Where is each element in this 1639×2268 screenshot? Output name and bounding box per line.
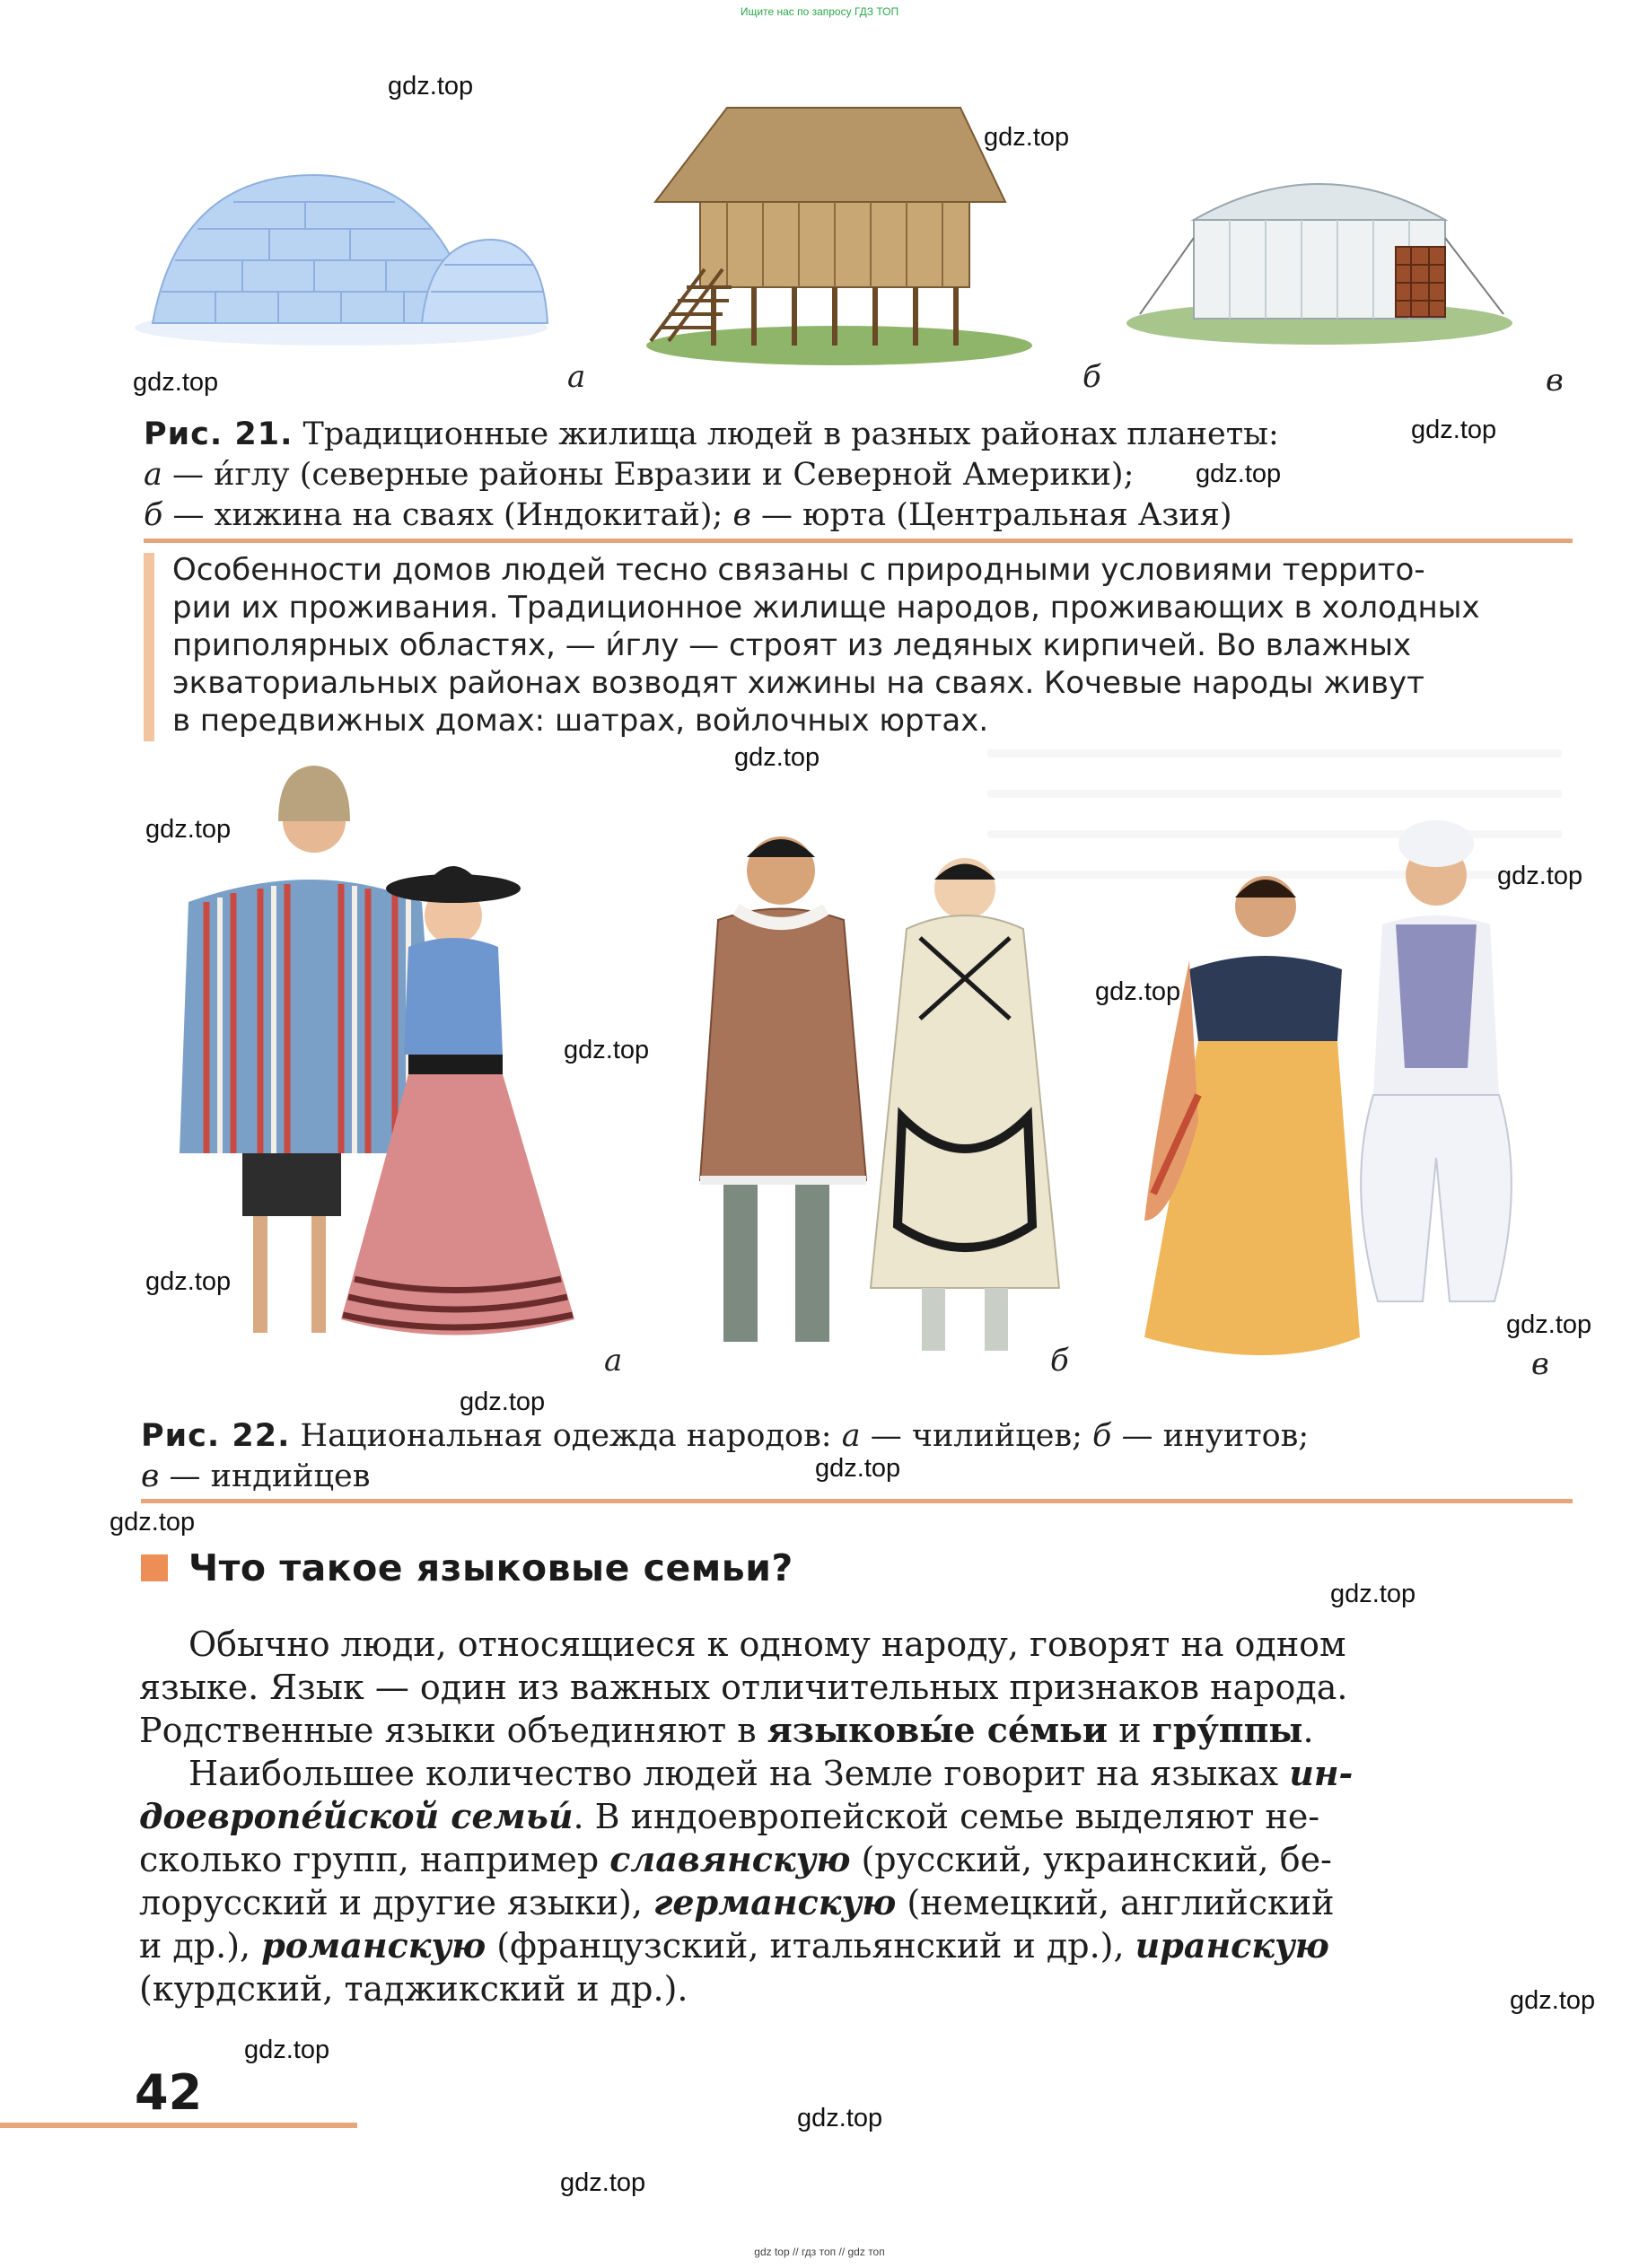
fig21-label-b: б <box>1082 359 1101 395</box>
p1-line: Обычно люди, относящиеся к одному народу, говорят на одном <box>188 1624 1346 1664</box>
watermark: gdz.top <box>388 72 474 101</box>
info-box-line: Особенности домов людей тесно связаны с природными условиями террито- <box>172 552 1425 588</box>
watermark: gdz.top <box>984 123 1070 152</box>
info-box-line: экваториальных районах возводят хижины на сваях. Кочевые народы живут <box>172 665 1424 701</box>
page-number-rule <box>0 2123 357 2128</box>
fig21-caption <box>144 415 1580 536</box>
watermark: gdz.top <box>145 815 232 844</box>
info-box <box>172 551 1573 740</box>
fig21-caption-line1: Рис. 21. Традиционные жилища людей в разных районах планеты: <box>144 416 1279 452</box>
p2-line: (курдский, таджикский и др.). <box>139 1969 688 2009</box>
watermark: gdz.top <box>797 2104 883 2132</box>
p2-line: и др.), романскую (французский, итальянский и др.), иранскую <box>139 1925 1329 1966</box>
watermark: gdz.top <box>1506 1310 1592 1339</box>
term-iranian: иранскую <box>1135 1925 1329 1966</box>
indian-couple-illustration <box>1135 799 1557 1382</box>
p2-line: Наибольшее количество людей на Земле говорит на языках ин- <box>188 1753 1354 1793</box>
info-box-line: рии их проживания. Традиционное жилище народов, проживающих в холодных <box>172 590 1480 626</box>
p1-line: языке. Язык — один из важных отличительных признаков народа. <box>139 1668 1348 1707</box>
term-germanic: германскую <box>653 1882 897 1922</box>
fig22-label-b: б <box>1050 1343 1069 1379</box>
bleed-through-line <box>987 790 1562 798</box>
section-heading-marker <box>141 1554 168 1581</box>
watermark: gdz.top <box>815 1454 901 1483</box>
p2-line: лорусский и другие языки), германскую (немецкий, английский <box>139 1882 1335 1922</box>
watermark: gdz.top <box>734 743 820 772</box>
fig22-label-a: а <box>604 1343 623 1379</box>
igloo-illustration <box>135 157 557 346</box>
term-slavic: славянскую <box>609 1839 851 1879</box>
watermark: gdz.top <box>145 1267 232 1296</box>
term-indo-european: доевропе́йской семьи́ <box>139 1796 574 1836</box>
info-box-bar <box>144 553 154 741</box>
watermark: gdz.top <box>1196 460 1282 488</box>
watermark: gdz.top <box>1411 416 1497 444</box>
fig22-label-v: в <box>1531 1346 1549 1382</box>
fig21-label-v: в <box>1546 363 1564 398</box>
info-box-line: приполярных областях, — и́глу — строят из ледяных кирпичей. Во влажных <box>172 627 1412 663</box>
page-number: 42 <box>135 2064 203 2121</box>
bleed-through-line <box>987 749 1562 757</box>
term-groups: гру́ппы <box>1152 1710 1303 1750</box>
top-banner: Ищите нас по запросу ГДЗ ТОП <box>740 5 899 18</box>
p2-line: сколько групп, например славянскую (русский, украинский, бе- <box>139 1839 1332 1879</box>
yurt-illustration <box>1122 148 1517 346</box>
watermark: gdz.top <box>460 1388 546 1416</box>
fig21-caption-line2: а — и́глу (северные районы Евразии и Северной Америки); <box>144 457 1135 493</box>
bottom-banner: gdz top // гдз топ // gdz топ <box>754 2246 885 2258</box>
term-language-families: языковы́е се́мьи <box>767 1710 1109 1750</box>
fig22-caption-line2: в — индийцев <box>141 1458 371 1494</box>
watermark: gdz.top <box>1095 977 1181 1006</box>
fig21-caption-label: Рис. 21. <box>144 416 294 452</box>
watermark: gdz.top <box>244 2036 330 2064</box>
watermark: gdz.top <box>110 1508 196 1537</box>
watermark: gdz.top <box>1497 862 1583 890</box>
fig22-caption-rule <box>141 1499 1573 1503</box>
stilt-hut-illustration <box>628 99 1032 368</box>
watermark: gdz.top <box>1330 1580 1416 1608</box>
fig22-caption-line1: Рис. 22. Национальная одежда народов: а — чилийцев; б — инуитов; <box>141 1418 1310 1454</box>
watermark: gdz.top <box>1510 1986 1596 2015</box>
inuit-couple-illustration <box>664 803 1095 1378</box>
fig21-label-a: а <box>567 359 586 395</box>
p2-line: доевропе́йской семьи́. В индоевропейской семье выделяют не- <box>139 1796 1320 1836</box>
fig21-caption-rule <box>144 539 1573 543</box>
section-body <box>139 1623 1575 2010</box>
section-heading: Что такое языковые семьи? <box>188 1546 793 1589</box>
info-box-line: в передвижных домах: шатрах, войлочных юртах. <box>172 703 989 739</box>
watermark: gdz.top <box>564 1036 650 1064</box>
watermark: gdz.top <box>560 2168 646 2197</box>
term-romance: романскую <box>261 1925 486 1966</box>
fig21-caption-line3: б — хижина на сваях (Индокитай); в — юрта (Центральная Азия) <box>144 497 1232 533</box>
fig22-caption-label: Рис. 22. <box>141 1418 291 1454</box>
watermark: gdz.top <box>133 368 219 397</box>
p1-line: Родственные языки объединяют в языковы́е се́мьи и гру́ппы. <box>139 1710 1314 1750</box>
